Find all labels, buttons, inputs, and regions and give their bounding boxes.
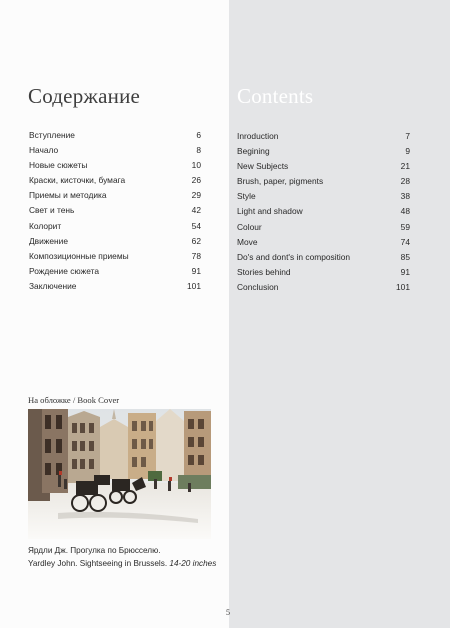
toc-entry-label: Приемы и методика — [29, 190, 107, 201]
toc-entry-page: 21 — [400, 161, 410, 172]
toc-entry — [237, 282, 410, 297]
contents-list-english — [237, 131, 410, 297]
toc-entry — [29, 281, 201, 296]
toc-entry-label: Колорит — [29, 220, 62, 231]
toc-entry-label: Композиционные приемы — [29, 250, 129, 261]
toc-entry — [237, 206, 410, 221]
toc-entry-page: 91 — [191, 265, 201, 276]
toc-entry-page: 78 — [191, 250, 201, 261]
toc-entry-page: 62 — [191, 235, 201, 246]
page-number: 5 — [226, 608, 230, 617]
toc-entry-label: New Subjects — [237, 161, 289, 172]
toc-entry — [237, 222, 410, 237]
toc-entry-page: 29 — [191, 190, 201, 201]
cover-caption — [28, 545, 216, 570]
toc-entry — [29, 145, 201, 160]
toc-entry — [29, 236, 201, 251]
toc-entry-page: 85 — [400, 251, 410, 262]
toc-entry — [29, 130, 201, 145]
toc-entry-label: Light and shadow — [237, 206, 303, 217]
contents-title-english: Contents — [237, 84, 314, 108]
toc-entry-label: Краски, кисточки, бумага — [29, 175, 126, 186]
toc-entry — [29, 251, 201, 266]
toc-entry — [237, 252, 410, 267]
cover-caption-size: 14-20 inches — [169, 558, 217, 568]
toc-entry-label: Рождение сюжета — [29, 265, 99, 276]
cover-caption-english-text: Yardley John. Sightseeing in Brussels. — [28, 558, 168, 568]
book-cover-heading: На обложке / Book Cover — [28, 395, 120, 405]
toc-entry-page: 38 — [400, 191, 410, 202]
toc-entry — [237, 191, 410, 206]
toc-entry — [29, 175, 201, 190]
toc-entry-page: 9 — [405, 146, 410, 157]
toc-entry-page: 101 — [396, 281, 410, 292]
toc-entry — [29, 205, 201, 220]
toc-entry-page: 6 — [196, 130, 201, 140]
toc-entry — [237, 176, 410, 191]
toc-entry-page: 54 — [191, 220, 201, 231]
toc-entry-page: 101 — [187, 280, 201, 291]
toc-entry-page: 7 — [405, 131, 410, 141]
toc-entry-label: Colour — [237, 221, 262, 232]
toc-entry-label: Заключение — [29, 280, 77, 291]
toc-entry-page: 74 — [400, 236, 410, 247]
toc-entry-label: Inroduction — [237, 131, 279, 141]
toc-entry-label: Do's and dont's in composition — [237, 251, 351, 262]
toc-entry-label: Style — [237, 191, 256, 202]
toc-entry — [29, 160, 201, 175]
contents-title-russian: Содержание — [28, 84, 141, 108]
toc-entry — [29, 221, 201, 236]
toc-entry-page: 26 — [191, 175, 201, 186]
toc-entry-label: Новые сюжеты — [29, 160, 88, 171]
toc-entry-label: Вступление — [29, 130, 75, 140]
toc-entry-label: Brush, paper, pigments — [237, 176, 324, 187]
toc-entry — [237, 161, 410, 176]
toc-entry-label: Движение — [29, 235, 69, 246]
toc-entry-label: Stories behind — [237, 266, 291, 277]
toc-entry-label: Свет и тень — [29, 205, 75, 216]
toc-entry-page: 8 — [196, 145, 201, 156]
toc-entry-label: Conclusion — [237, 281, 279, 292]
toc-entry-label: Begining — [237, 146, 270, 157]
contents-list-russian — [29, 130, 201, 296]
toc-entry — [237, 237, 410, 252]
toc-entry-label: Начало — [29, 145, 59, 156]
toc-entry — [237, 146, 410, 161]
toc-entry — [29, 190, 201, 205]
toc-entry-page: 28 — [400, 176, 410, 187]
toc-entry-page: 91 — [400, 266, 410, 277]
toc-entry — [29, 266, 201, 281]
toc-entry-page: 42 — [191, 205, 201, 216]
toc-entry-page: 59 — [400, 221, 410, 232]
toc-entry-page: 48 — [400, 206, 410, 217]
toc-entry — [237, 267, 410, 282]
toc-entry-label: Move — [237, 236, 258, 247]
toc-entry-page: 10 — [191, 160, 201, 171]
cover-painting — [28, 409, 211, 539]
cover-caption-russian: Ярдли Дж. Прогулка по Брюсселю. — [28, 546, 161, 555]
toc-entry — [237, 131, 410, 146]
cover-caption-english — [28, 558, 216, 571]
